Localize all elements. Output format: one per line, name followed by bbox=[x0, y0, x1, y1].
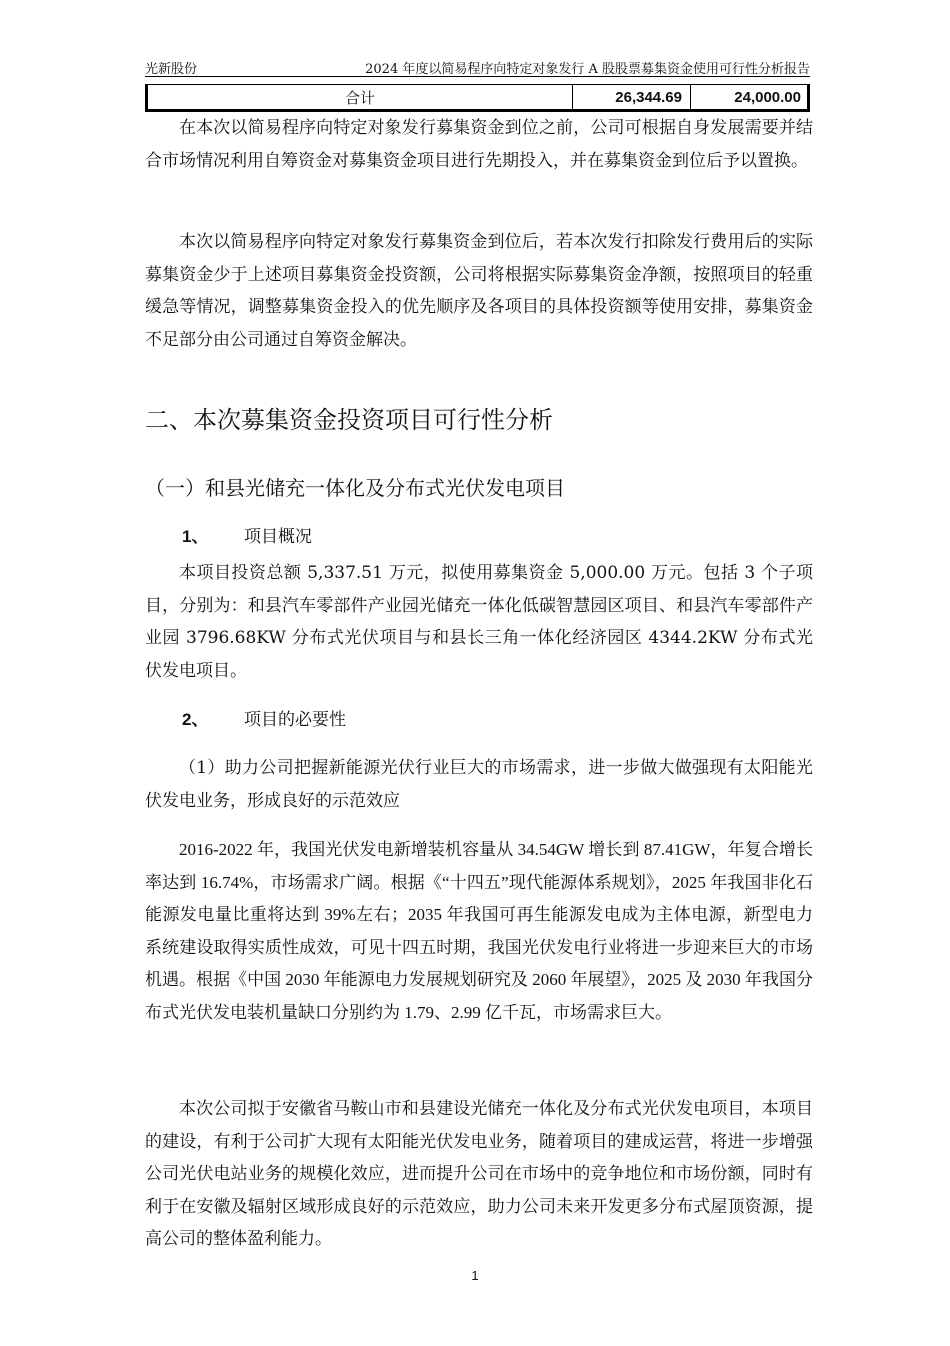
page-header bbox=[145, 56, 810, 77]
paragraph-necessity-point: （1）助力公司把握新能源光伏行业巨大的市场需求，进一步做大做强现有太阳能光伏发电业务，形成良好的示范效应 bbox=[145, 758, 813, 811]
page-number: 1 bbox=[471, 1268, 479, 1283]
header-report-title: 2024 年度以简易程序向特定对象发行 A 股股票募集资金使用可行性分析报告 bbox=[365, 62, 810, 77]
paragraph-advance-funding: 在本次以简易程序向特定对象发行募集资金到位之前，公司可根据自身发展需要并结合市场情况利用自筹资金对募集资金项目进行先期投入，并在募集资金到位后予以置换。 bbox=[145, 118, 813, 171]
paragraph-overview: 本项目投资总额 5,337.51 万元，拟使用募集资金 5,000.00 万元。包括 3 个子项目，分别为：和县汽车零部件产业园光储充一体化低碳智慧园区项目、和县汽车零部件产业园 3796.68KW 分布式光伏项目与和县长三角一体化经济园区 4344.2KW 分布式光伏发电项目。 bbox=[145, 563, 813, 681]
section-heading: 二、本次募集资金投资项目可行性分析 bbox=[145, 406, 553, 434]
item-number: 2、 bbox=[182, 710, 209, 729]
paragraph-market-data: 2016-2022 年，我国光伏发电新增装机容量从 34.54GW 增长到 87.41GW，年复合增长率达到 16.74%，市场需求广阔。根据《“十四五”现代能源体系规划》，2025 年我国非化石能源发电量比重将达到 39%左右；2035 年我国可再生能源发电成为主体电源，新型电力系统建设取得实质性成效，可见十四五时期，我国光伏发电行业将进一步迎来巨大的市场机遇。根据《中国 2030 年能源电力发展规划研究及 2060 年展望》，2025 及 2030 年我国分布式光伏发电装机量缺口分别约为 1.79、2.99 亿千瓦，市场需求巨大。 bbox=[145, 840, 813, 1022]
total-investment-value: 26,344.69 bbox=[573, 85, 691, 109]
item-heading-necessity bbox=[182, 705, 346, 735]
item-heading-overview bbox=[182, 522, 312, 552]
raised-funds-value: 24,000.00 bbox=[734, 89, 801, 106]
paragraph-project-benefits: 本次公司拟于安徽省马鞍山市和县建设光储充一体化及分布式光伏发电项目，本项目的建设，有利于公司扩大现有太阳能光伏发电业务，随着项目的建成运营，将进一步增强公司光伏电站业务的规模化效应，进而提升公司在市场中的竞争地位和市场份额，同时有利于在安徽及辐射区域形成良好的示范效应，助力公司未来开发更多分布式屋顶资源，提高公司的整体盈利能力。 bbox=[145, 1099, 813, 1249]
item-number: 1、 bbox=[182, 527, 209, 546]
total-row-table bbox=[145, 84, 810, 112]
item-title: 项目的必要性 bbox=[244, 710, 346, 730]
item-title: 项目概况 bbox=[244, 527, 312, 547]
subsection-heading: （一）和县光储充一体化及分布式光伏发电项目 bbox=[145, 476, 565, 500]
total-label: 合计 bbox=[148, 85, 573, 109]
header-company: 光新股份 bbox=[145, 62, 198, 77]
paragraph-shortfall: 本次以简易程序向特定对象发行募集资金到位后，若本次发行扣除发行费用后的实际募集资金少于上述项目募集资金投资额，公司将根据实际募集资金净额，按照项目的轻重缓急等情况，调整募集资金投入的优先顺序及各项目的具体投资额等使用安排，募集资金不足部分由公司通过自筹资金解决。 bbox=[145, 232, 813, 350]
